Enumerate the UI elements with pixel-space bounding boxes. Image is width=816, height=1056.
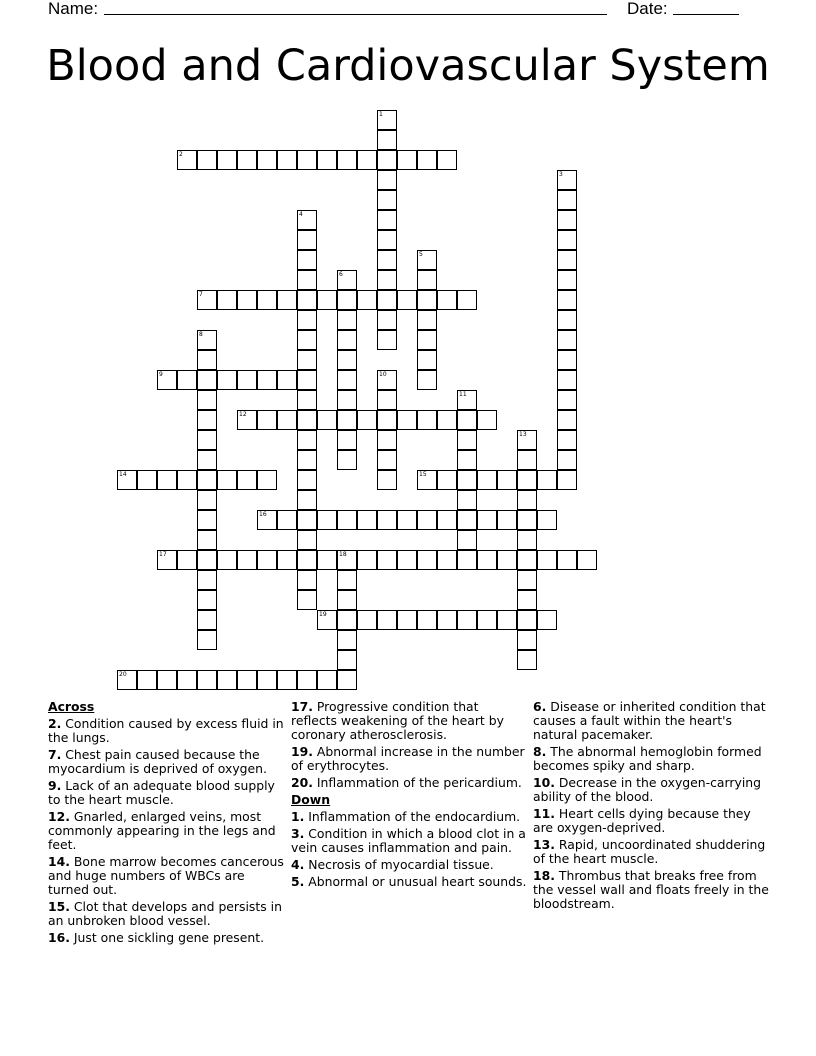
crossword-cell[interactable] [557, 370, 577, 390]
crossword-cell[interactable] [177, 550, 197, 570]
crossword-cell[interactable] [337, 510, 357, 530]
crossword-cell[interactable] [277, 290, 297, 310]
crossword-cell[interactable] [157, 550, 177, 570]
crossword-cell[interactable] [457, 610, 477, 630]
crossword-cell[interactable] [437, 290, 457, 310]
crossword-cell[interactable] [377, 390, 397, 410]
clue-across-12: 12. Gnarled, enlarged veins, most commonly appearing in the legs and feet. [48, 809, 276, 852]
crossword-cell[interactable] [377, 510, 397, 530]
crossword-cell[interactable] [297, 230, 317, 250]
crossword-cell[interactable] [517, 590, 537, 610]
crossword-cell[interactable] [377, 190, 397, 210]
crossword-cell[interactable] [197, 150, 217, 170]
clues-column-3 [533, 700, 773, 914]
crossword-cell[interactable] [157, 370, 177, 390]
crossword-cell[interactable] [417, 290, 437, 310]
crossword-cell[interactable] [417, 250, 437, 270]
crossword-cell[interactable] [297, 410, 317, 430]
crossword-cell[interactable] [517, 530, 537, 550]
clue-number-label: 14 [119, 471, 127, 478]
clue-number-label: 1 [379, 111, 383, 118]
crossword-cell[interactable] [197, 530, 217, 550]
crossword-cell[interactable] [257, 470, 277, 490]
crossword-cell[interactable] [197, 610, 217, 630]
crossword-cell[interactable] [557, 270, 577, 290]
clue-number-label: 5 [419, 251, 423, 258]
clue-across-2: 2. Condition caused by excess fluid in the lungs. [48, 716, 284, 745]
clue-number-label: 18 [339, 551, 347, 558]
crossword-cell[interactable] [397, 550, 417, 570]
crossword-cell[interactable] [377, 410, 397, 430]
clue-number-label: 17 [159, 551, 167, 558]
crossword-cell[interactable] [217, 670, 237, 690]
crossword-cell[interactable] [297, 330, 317, 350]
crossword-cell[interactable] [177, 670, 197, 690]
crossword-cell[interactable] [197, 630, 217, 650]
crossword-cell[interactable] [557, 330, 577, 350]
crossword-cell[interactable] [197, 590, 217, 610]
crossword-cell[interactable] [317, 550, 337, 570]
crossword-cell[interactable] [537, 550, 557, 570]
clue-across-9: 9. Lack of an adequate blood supply to the heart muscle. [48, 778, 275, 807]
crossword-cell[interactable] [317, 510, 337, 530]
crossword-cell[interactable] [337, 630, 357, 650]
crossword-cell[interactable] [297, 450, 317, 470]
crossword-cell[interactable] [237, 410, 257, 430]
crossword-cell[interactable] [317, 150, 337, 170]
crossword-cell[interactable] [437, 470, 457, 490]
crossword-cell[interactable] [437, 550, 457, 570]
crossword-cell[interactable] [517, 510, 537, 530]
crossword-cell[interactable] [557, 390, 577, 410]
crossword-cell[interactable] [377, 250, 397, 270]
crossword-cell[interactable] [197, 670, 217, 690]
clue-number-label: 3 [559, 171, 563, 178]
clue-number-label: 4 [299, 211, 303, 218]
crossword-cell[interactable] [257, 150, 277, 170]
crossword-cell[interactable] [397, 510, 417, 530]
crossword-cell[interactable] [177, 470, 197, 490]
crossword-cell[interactable] [517, 450, 537, 470]
crossword-cell[interactable] [197, 410, 217, 430]
clue-number-label: 15 [419, 471, 427, 478]
crossword-cell[interactable] [557, 410, 577, 430]
crossword-cell[interactable] [337, 330, 357, 350]
crossword-cell[interactable] [257, 670, 277, 690]
crossword-cell[interactable] [297, 490, 317, 510]
crossword-cell[interactable] [517, 610, 537, 630]
crossword-cell[interactable] [537, 510, 557, 530]
crossword-cell[interactable] [337, 310, 357, 330]
crossword-cell[interactable] [237, 370, 257, 390]
crossword-cell[interactable] [517, 490, 537, 510]
crossword-cell[interactable] [337, 270, 357, 290]
crossword-cell[interactable] [357, 510, 377, 530]
crossword-cell[interactable] [257, 550, 277, 570]
crossword-cell[interactable] [197, 390, 217, 410]
crossword-cell[interactable] [197, 570, 217, 590]
clue-across-7: 7. Chest pain caused because the myocardium is deprived of oxygen. [48, 747, 267, 776]
page-title: Blood and Cardiovascular System [46, 41, 770, 91]
crossword-cell[interactable] [557, 170, 577, 190]
crossword-cell[interactable] [397, 290, 417, 310]
clue-across-17: 17. Progressive condition that reflects weakening of the heart by coronary atherosclerosis. [291, 699, 504, 742]
crossword-cell[interactable] [357, 410, 377, 430]
crossword-cell[interactable] [477, 610, 497, 630]
clue-down-5: 5. Abnormal or unusual heart sounds. [291, 874, 527, 889]
crossword-cell[interactable] [297, 290, 317, 310]
crossword-cell[interactable] [377, 150, 397, 170]
crossword-cell[interactable] [197, 510, 217, 530]
clue-down-1: 1. Inflammation of the endocardium. [291, 809, 521, 824]
crossword-cell[interactable] [297, 150, 317, 170]
crossword-cell[interactable] [557, 450, 577, 470]
crossword-cell[interactable] [457, 530, 477, 550]
crossword-cell[interactable] [557, 430, 577, 450]
crossword-cell[interactable] [377, 430, 397, 450]
crossword-cell[interactable] [537, 610, 557, 630]
crossword-cell[interactable] [277, 150, 297, 170]
crossword-cell[interactable] [337, 430, 357, 450]
crossword-cell[interactable] [297, 390, 317, 410]
crossword-cell[interactable] [157, 670, 177, 690]
crossword-cell[interactable] [237, 150, 257, 170]
crossword-cell[interactable] [217, 470, 237, 490]
crossword-cell[interactable] [357, 150, 377, 170]
crossword-cell[interactable] [137, 670, 157, 690]
crossword-cell[interactable] [197, 350, 217, 370]
clue-down-10: 10. Decrease in the oxygen-carrying ability of the blood. [533, 775, 761, 804]
clue-number-label: 7 [199, 291, 203, 298]
crossword-cell[interactable] [417, 550, 437, 570]
crossword-cell[interactable] [297, 570, 317, 590]
crossword-cell[interactable] [437, 410, 457, 430]
crossword-cell[interactable] [117, 470, 137, 490]
crossword-cell[interactable] [297, 530, 317, 550]
clue-across-16: 16. Just one sickling gene present. [48, 930, 265, 945]
crossword-cell[interactable] [297, 510, 317, 530]
crossword-cell[interactable] [337, 670, 357, 690]
crossword-cell[interactable] [297, 670, 317, 690]
crossword-cell[interactable] [477, 550, 497, 570]
crossword-cell[interactable] [277, 510, 297, 530]
crossword-cell[interactable] [257, 370, 277, 390]
crossword-cell[interactable] [217, 550, 237, 570]
crossword-cell[interactable] [517, 550, 537, 570]
crossword-cell[interactable] [257, 410, 277, 430]
crossword-cell[interactable] [297, 370, 317, 390]
clue-down-3: 3. Condition in which a blood clot in a vein causes inflammation and pain. [291, 826, 526, 855]
crossword-cell[interactable] [497, 470, 517, 490]
clue-number-label: 19 [319, 611, 327, 618]
crossword-cell[interactable] [317, 670, 337, 690]
crossword-cell[interactable] [337, 370, 357, 390]
crossword-cell[interactable] [477, 470, 497, 490]
clue-across-19: 19. Abnormal increase in the number of erythrocytes. [291, 744, 525, 773]
crossword-cell[interactable] [377, 310, 397, 330]
crossword-cell[interactable] [457, 510, 477, 530]
crossword-cell[interactable] [377, 290, 397, 310]
crossword-cell[interactable] [297, 470, 317, 490]
across-heading: Across [48, 699, 95, 714]
crossword-cell[interactable] [297, 310, 317, 330]
crossword-cell[interactable] [377, 330, 397, 350]
clue-down-18: 18. Thrombus that breaks free from the vessel wall and floats freely in the bloodstream. [533, 868, 769, 911]
clue-number-label: 20 [119, 671, 127, 678]
crossword-cell[interactable] [457, 470, 477, 490]
clue-number-label: 10 [379, 371, 387, 378]
crossword-cell[interactable] [377, 170, 397, 190]
crossword-cell[interactable] [457, 450, 477, 470]
crossword-cell[interactable] [417, 410, 437, 430]
crossword-cell[interactable] [277, 370, 297, 390]
crossword-cell[interactable] [237, 550, 257, 570]
crossword-cell[interactable] [377, 130, 397, 150]
crossword-cell[interactable] [197, 470, 217, 490]
crossword-cell[interactable] [337, 150, 357, 170]
crossword-cell[interactable] [417, 610, 437, 630]
clue-down-13: 13. Rapid, uncoordinated shuddering of the heart muscle. [533, 837, 766, 866]
crossword-cell[interactable] [337, 450, 357, 470]
crossword-cell[interactable] [377, 370, 397, 390]
crossword-cell[interactable] [517, 650, 537, 670]
crossword-cell[interactable] [157, 470, 177, 490]
crossword-cell[interactable] [277, 550, 297, 570]
crossword-cell[interactable] [437, 510, 457, 530]
crossword-cell[interactable] [577, 550, 597, 570]
clue-number-label: 13 [519, 431, 527, 438]
crossword-cell[interactable] [497, 610, 517, 630]
crossword-cell[interactable] [197, 370, 217, 390]
crossword-cell[interactable] [517, 470, 537, 490]
crossword-cell[interactable] [517, 430, 537, 450]
crossword-cell[interactable] [357, 610, 377, 630]
crossword-cell[interactable] [417, 470, 437, 490]
crossword-cell[interactable] [337, 290, 357, 310]
crossword-cell[interactable] [397, 150, 417, 170]
crossword-cell[interactable] [237, 290, 257, 310]
crossword-cell[interactable] [377, 550, 397, 570]
crossword-cell[interactable] [417, 370, 437, 390]
crossword-cell[interactable] [197, 430, 217, 450]
crossword-cell[interactable] [297, 250, 317, 270]
clue-number-label: 6 [339, 271, 343, 278]
crossword-cell[interactable] [197, 290, 217, 310]
crossword-cell[interactable] [217, 370, 237, 390]
clue-across-14: 14. Bone marrow becomes cancerous and huge numbers of WBCs are turned out. [48, 854, 284, 897]
crossword-cell[interactable] [457, 490, 477, 510]
clue-across-15: 15. Clot that develops and persists in an unbroken blood vessel. [48, 899, 282, 928]
crossword-cell[interactable] [337, 410, 357, 430]
crossword-cell[interactable] [557, 190, 577, 210]
crossword-cell[interactable] [377, 110, 397, 130]
crossword-cell[interactable] [557, 230, 577, 250]
crossword-cell[interactable] [297, 590, 317, 610]
clue-number-label: 9 [159, 371, 163, 378]
crossword-cell[interactable] [377, 270, 397, 290]
crossword-cell[interactable] [257, 510, 277, 530]
crossword-cell[interactable] [197, 490, 217, 510]
crossword-cell[interactable] [477, 510, 497, 530]
crossword-cell[interactable] [337, 650, 357, 670]
clue-number-label: 2 [179, 151, 183, 158]
crossword-cell[interactable] [557, 310, 577, 330]
clue-across-20: 20. Inflammation of the pericardium. [291, 775, 522, 790]
clue-number-label: 12 [239, 411, 247, 418]
name-label: Name: [48, 0, 99, 18]
crossword-cell[interactable] [417, 510, 437, 530]
date-label: Date: [627, 0, 668, 18]
crossword-cell[interactable] [337, 570, 357, 590]
crossword-cell[interactable] [117, 670, 137, 690]
crossword-cell[interactable] [337, 610, 357, 630]
crossword-cell[interactable] [557, 350, 577, 370]
clues-column-2 [291, 700, 527, 892]
crossword-cell[interactable] [317, 610, 337, 630]
crossword-cell[interactable] [217, 150, 237, 170]
crossword-cell[interactable] [197, 550, 217, 570]
crossword-cell[interactable] [377, 450, 397, 470]
crossword-cell[interactable] [197, 330, 217, 350]
crossword-cell[interactable] [457, 390, 477, 410]
crossword-cell[interactable] [137, 470, 157, 490]
crossword-cell[interactable] [297, 350, 317, 370]
crossword-cell[interactable] [337, 590, 357, 610]
crossword-cell[interactable] [177, 370, 197, 390]
crossword-cell[interactable] [557, 470, 577, 490]
crossword-cell[interactable] [297, 210, 317, 230]
clue-down-11: 11. Heart cells dying because they are oxygen-deprived. [533, 806, 751, 835]
clue-number-label: 11 [459, 391, 467, 398]
crossword-cell[interactable] [257, 290, 277, 310]
crossword-cell[interactable] [517, 630, 537, 650]
crossword-cell[interactable] [497, 550, 517, 570]
crossword-cell[interactable] [297, 430, 317, 450]
crossword-cell[interactable] [537, 470, 557, 490]
clues-column-1 [48, 700, 284, 948]
clue-down-8: 8. The abnormal hemoglobin formed becomes spiky and sharp. [533, 744, 762, 773]
crossword-cell[interactable] [237, 470, 257, 490]
crossword-cell[interactable] [297, 270, 317, 290]
crossword-cell[interactable] [417, 270, 437, 290]
crossword-cell[interactable] [377, 470, 397, 490]
clue-number-label: 16 [259, 511, 267, 518]
crossword-cell[interactable] [317, 290, 337, 310]
crossword-cell[interactable] [357, 550, 377, 570]
crossword-cell[interactable] [417, 310, 437, 330]
crossword-cell[interactable] [377, 210, 397, 230]
crossword-cell[interactable] [517, 570, 537, 590]
crossword-cell[interactable] [457, 550, 477, 570]
crossword-cell[interactable] [377, 230, 397, 250]
crossword-cell[interactable] [417, 150, 437, 170]
crossword-cell[interactable] [297, 550, 317, 570]
crossword-cell[interactable] [177, 150, 197, 170]
crossword-cell[interactable] [277, 410, 297, 430]
crossword-cell[interactable] [437, 610, 457, 630]
crossword-cell[interactable] [557, 550, 577, 570]
crossword-cell[interactable] [377, 610, 397, 630]
crossword-cell[interactable] [337, 390, 357, 410]
crossword-cell[interactable] [457, 290, 477, 310]
crossword-cell[interactable] [397, 410, 417, 430]
crossword-cell[interactable] [477, 410, 497, 430]
clue-down-6: 6. Disease or inherited condition that causes a fault within the heart's natural pacemaker. [533, 699, 766, 742]
clue-down-4: 4. Necrosis of myocardial tissue. [291, 857, 494, 872]
crossword-cell[interactable] [497, 510, 517, 530]
clue-number-label: 8 [199, 331, 203, 338]
crossword-cell[interactable] [357, 290, 377, 310]
crossword-cell[interactable] [337, 550, 357, 570]
crossword-cell[interactable] [457, 410, 477, 430]
crossword-cell[interactable] [417, 350, 437, 370]
crossword-cell[interactable] [557, 250, 577, 270]
down-heading: Down [291, 792, 331, 807]
crossword-cell[interactable] [397, 610, 417, 630]
crossword-cell[interactable] [277, 670, 297, 690]
crossword-cell[interactable] [557, 210, 577, 230]
crossword-cell[interactable] [317, 410, 337, 430]
crossword-cell[interactable] [437, 150, 457, 170]
crossword-cell[interactable] [417, 330, 437, 350]
crossword-cell[interactable] [337, 350, 357, 370]
crossword-cell[interactable] [557, 290, 577, 310]
crossword-cell[interactable] [217, 290, 237, 310]
crossword-cell[interactable] [197, 450, 217, 470]
crossword-cell[interactable] [457, 430, 477, 450]
crossword-cell[interactable] [237, 670, 257, 690]
